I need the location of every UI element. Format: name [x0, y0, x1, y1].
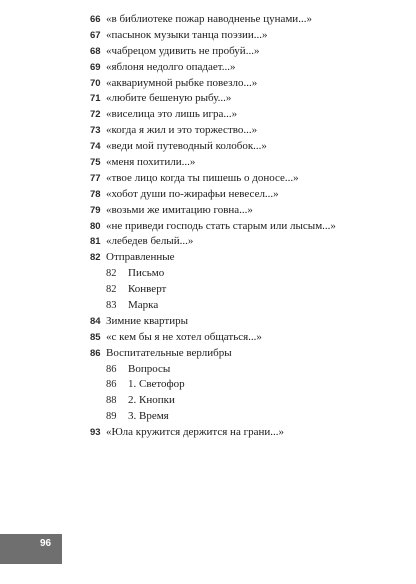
toc-title: Отправленные — [106, 251, 175, 264]
toc-page-number: 83 — [106, 300, 117, 312]
toc-page-number: 84 — [90, 315, 101, 327]
toc-page-number: 71 — [90, 93, 101, 105]
toc-page-number: 78 — [90, 188, 101, 200]
toc-title: «пасынок музыки танца поэзии...» — [106, 28, 268, 41]
toc-page-number: 82 — [90, 252, 101, 264]
toc-page-number: 69 — [90, 61, 101, 73]
toc-page-number: 93 — [90, 427, 101, 439]
toc-subentry — [0, 362, 416, 378]
toc-subentry — [0, 282, 416, 298]
toc-page-number: 80 — [90, 220, 101, 232]
toc-title: «с кем бы я не хотел общаться...» — [106, 330, 262, 343]
toc-title: Вопросы — [128, 362, 171, 375]
toc-page-number: 86 — [106, 363, 117, 375]
table-of-contents — [0, 12, 416, 441]
toc-page-number: 81 — [90, 236, 101, 248]
toc-title: «любите бешеную рыбу...» — [106, 92, 232, 105]
toc-title: Зимние квартиры — [106, 314, 188, 327]
toc-page-number: 73 — [90, 125, 101, 137]
toc-entry — [0, 187, 416, 203]
toc-subentry — [0, 409, 416, 425]
toc-title: «в библиотеке пожар наводненье цунами...» — [106, 13, 312, 25]
toc-page-number: 88 — [106, 395, 117, 407]
toc-entry — [0, 107, 416, 123]
toc-page-number: 67 — [90, 29, 101, 41]
toc-title: «возьми же имитацию говна...» — [106, 203, 253, 216]
toc-title: 3. Время — [128, 410, 169, 423]
toc-title: «хобот души по-жирафьи невесел...» — [106, 187, 279, 200]
page-number-tab — [0, 534, 62, 564]
toc-entry — [0, 123, 416, 139]
toc-entry — [0, 139, 416, 155]
toc-entry — [0, 234, 416, 250]
toc-title: Марка — [128, 299, 159, 312]
toc-page-number: 85 — [90, 331, 101, 343]
toc-entry — [0, 60, 416, 76]
toc-entry — [0, 425, 416, 441]
toc-title: «Юла кружится держится на грани...» — [106, 426, 284, 439]
toc-title: «меня похитили...» — [106, 156, 196, 169]
toc-title: Воспитательные верлибры — [106, 346, 232, 359]
toc-page-number: 70 — [90, 77, 101, 89]
toc-page-number: 86 — [106, 379, 117, 391]
toc-title: «твое лицо когда ты пишешь о доносе...» — [106, 171, 299, 184]
page-number: 96 — [40, 538, 52, 549]
toc-section-heading — [0, 346, 416, 362]
toc-subentry — [0, 266, 416, 282]
toc-title: «аквариумной рыбке повезло...» — [106, 76, 258, 89]
toc-page-number: 86 — [90, 347, 101, 359]
toc-section-heading — [0, 250, 416, 266]
toc-entry — [0, 44, 416, 60]
toc-page-number: 66 — [90, 14, 101, 25]
toc-entry — [0, 171, 416, 187]
toc-page-number: 89 — [106, 411, 117, 423]
toc-page-number: 75 — [90, 157, 101, 169]
toc-title: Письмо — [128, 267, 165, 280]
toc-entry — [0, 12, 416, 28]
toc-page-number: 82 — [106, 268, 117, 280]
toc-subentry — [0, 298, 416, 314]
toc-entry — [0, 203, 416, 219]
toc-title: «когда я жил и это торжество...» — [106, 124, 258, 137]
toc-entry — [0, 155, 416, 171]
toc-page-number: 77 — [90, 172, 101, 184]
toc-page-number: 74 — [90, 141, 101, 153]
toc-title: 1. Светофор — [128, 378, 185, 391]
toc-section-heading — [0, 314, 416, 330]
toc-title: «виселица это лишь игра...» — [106, 108, 238, 121]
toc-title: «лебедев белый...» — [106, 235, 194, 248]
toc-title: «яблоня недолго опадает...» — [106, 60, 236, 73]
toc-entry — [0, 219, 416, 235]
toc-entry — [0, 330, 416, 346]
toc-page-number: 68 — [90, 45, 101, 57]
toc-entry — [0, 91, 416, 107]
toc-page-number: 79 — [90, 204, 101, 216]
toc-entry — [0, 76, 416, 92]
toc-title: «чабрецом удивить не пробуй...» — [106, 44, 260, 57]
toc-entry — [0, 28, 416, 44]
toc-subentry — [0, 377, 416, 393]
toc-subentry — [0, 393, 416, 409]
toc-title: Конверт — [128, 283, 167, 296]
toc-title: «веди мой путеводный колобок...» — [106, 140, 267, 153]
toc-page-number: 82 — [106, 284, 117, 296]
toc-page-number: 72 — [90, 109, 101, 121]
toc-title: 2. Кнопки — [128, 394, 175, 407]
toc-title: «не приведи господь стать старым или лысым...» — [106, 219, 336, 232]
